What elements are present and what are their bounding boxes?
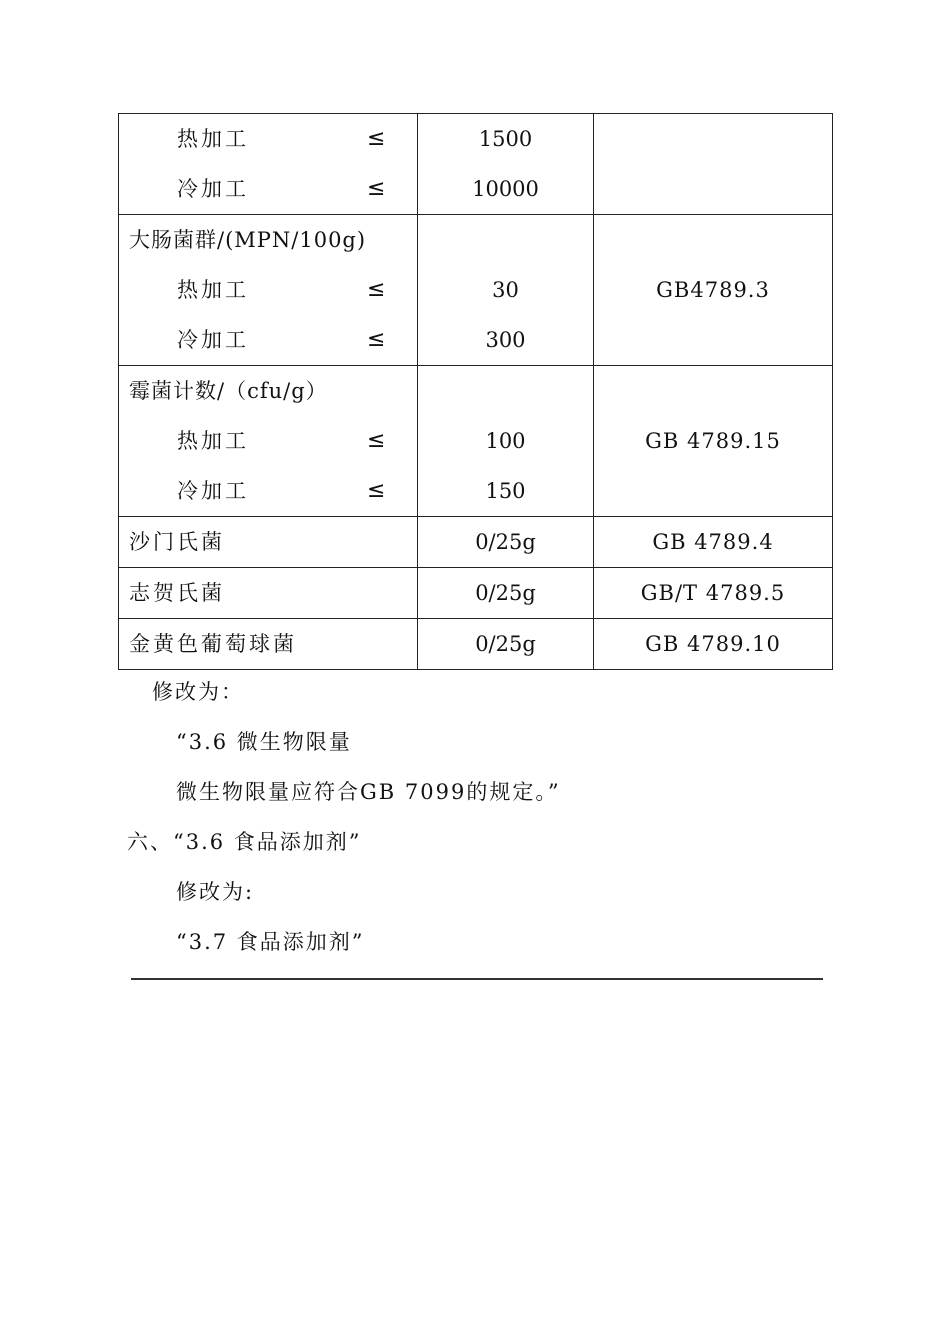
item-title-line xyxy=(119,366,417,416)
item-cell xyxy=(119,517,418,568)
less-equal-sign: ≤ xyxy=(367,126,386,151)
limit-value: 0/25g xyxy=(418,517,594,568)
paragraph-modify-to-2: 修改为: xyxy=(176,880,255,904)
method-cell: GB 4789.15 xyxy=(594,366,833,517)
table-row xyxy=(119,114,833,215)
item-title: 霉菌计数/（cfu/g） xyxy=(129,379,328,403)
item-title-line xyxy=(119,215,417,265)
less-equal-sign: ≤ xyxy=(367,176,386,201)
sub-item-cold xyxy=(119,466,417,516)
sub-item-cold xyxy=(119,315,417,365)
end-rule xyxy=(131,978,823,980)
table-row xyxy=(119,366,833,517)
method-cell: GB 4789.10 xyxy=(594,619,833,670)
spacer xyxy=(418,366,593,416)
table-row xyxy=(119,517,833,568)
sub-item-label: 冷加工 xyxy=(177,479,249,503)
paragraph-quoted-heading: “3.6 微生物限量 xyxy=(176,730,352,754)
spacer xyxy=(418,215,593,265)
sub-item-hot xyxy=(119,114,417,164)
table-row xyxy=(119,619,833,670)
method-cell: GB/T 4789.5 xyxy=(594,568,833,619)
item-title: 金黄色葡萄球菌 xyxy=(129,632,297,656)
item-title: 沙门氏菌 xyxy=(129,530,225,554)
value-cell xyxy=(418,366,594,517)
paragraph-modify-to: 修改为： xyxy=(152,680,244,704)
limit-value: 30 xyxy=(492,278,519,302)
item-cell xyxy=(119,215,418,366)
item-title: 大肠菌群/(MPN/100g) xyxy=(129,228,367,252)
limit-value: 0/25g xyxy=(418,568,594,619)
method-cell: GB4789.3 xyxy=(594,215,833,366)
less-equal-sign: ≤ xyxy=(367,428,386,453)
sub-item-cold xyxy=(119,164,417,214)
item-cell xyxy=(119,114,418,215)
paragraph-quoted-heading-2: “3.7 食品添加剂” xyxy=(176,930,365,954)
limit-value: 0/25g xyxy=(418,619,594,670)
sub-item-label: 冷加工 xyxy=(177,328,249,352)
less-equal-sign: ≤ xyxy=(367,277,386,302)
sub-item-hot xyxy=(119,265,417,315)
item-cell xyxy=(119,366,418,517)
sub-item-label: 冷加工 xyxy=(177,177,249,201)
value-cell xyxy=(418,114,594,215)
limit-value: 10000 xyxy=(472,177,539,201)
limit-value: 300 xyxy=(485,328,526,352)
limit-value: 100 xyxy=(485,429,526,453)
limit-value: 1500 xyxy=(478,127,533,151)
microbial-limits-table xyxy=(118,113,833,670)
value-cell xyxy=(418,215,594,366)
limit-value: 150 xyxy=(485,479,526,503)
sub-item-label: 热加工 xyxy=(177,278,249,302)
paragraph-quoted-body: 微生物限量应符合GB 7099的规定。” xyxy=(176,780,561,804)
section-six-heading: 六、“3.6 食品添加剂” xyxy=(127,830,362,854)
method-cell: GB 4789.4 xyxy=(594,517,833,568)
sub-item-label: 热加工 xyxy=(177,127,249,151)
item-cell xyxy=(119,568,418,619)
less-equal-sign: ≤ xyxy=(367,478,386,503)
item-title: 志贺氏菌 xyxy=(129,581,225,605)
method-cell xyxy=(594,114,833,215)
sub-item-label: 热加工 xyxy=(177,429,249,453)
item-cell xyxy=(119,619,418,670)
less-equal-sign: ≤ xyxy=(367,327,386,352)
table-row xyxy=(119,568,833,619)
sub-item-hot xyxy=(119,416,417,466)
table-row xyxy=(119,215,833,366)
